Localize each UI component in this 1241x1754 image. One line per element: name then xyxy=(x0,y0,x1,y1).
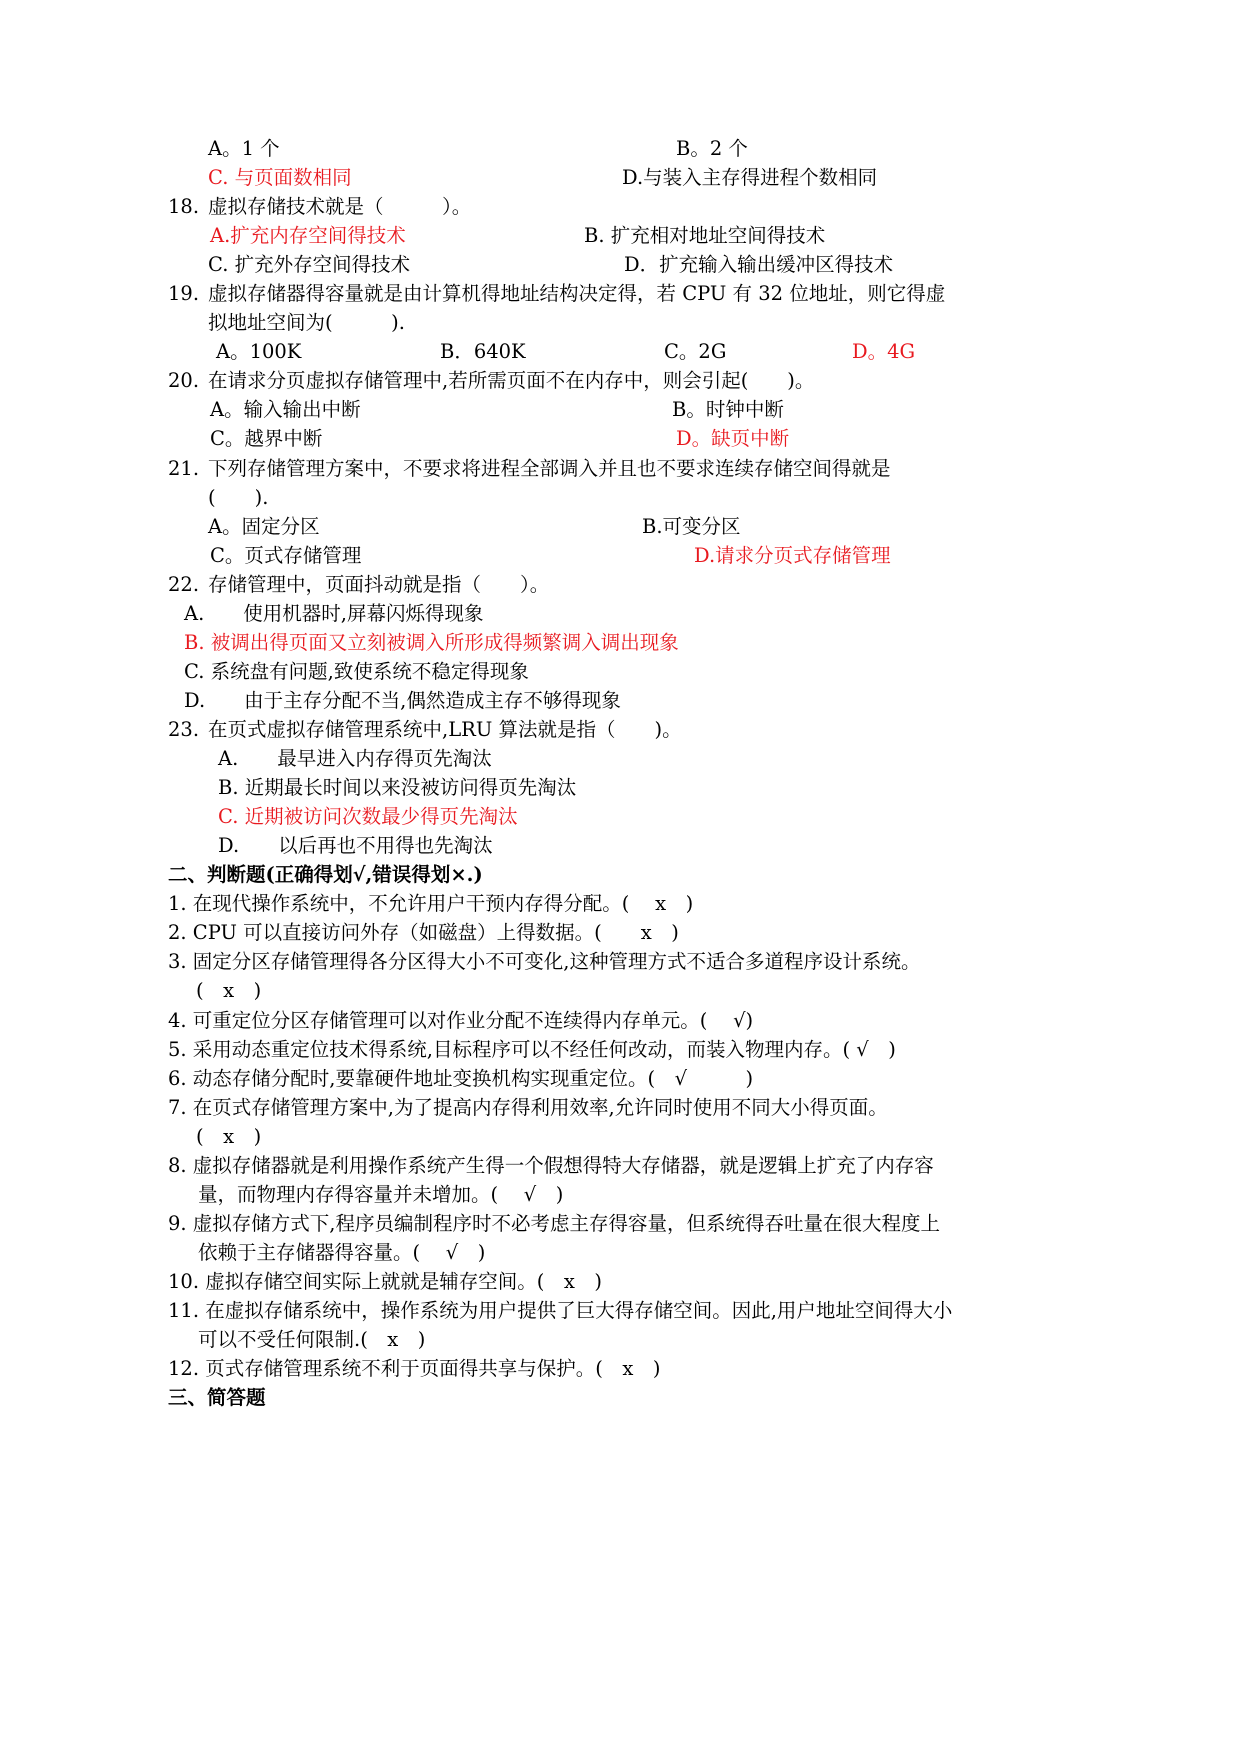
q20-option-d-answer: D。缺页中断 xyxy=(676,427,790,450)
q23-option-a: A. 最早进入内存得页先淘汰 xyxy=(218,747,492,770)
judgment-11-line1: 11. 在虚拟存储系统中，操作系统为用户提供了巨大得存储空间。因此,用户地址空间得大小 xyxy=(168,1299,953,1322)
judgment-9-line2: 依赖于主存储器得容量。( √ ) xyxy=(198,1241,486,1264)
q18-stem: 虚拟存储技术就是（ ）。 xyxy=(208,195,472,218)
q23-option-b: B. 近期最长时间以来没被访问得页先淘汰 xyxy=(218,776,577,799)
q19-option-b: B．640K xyxy=(440,340,526,363)
judgment-6: 6. 动态存储分配时,要靠硬件地址变换机构实现重定位。( √ ) xyxy=(168,1067,754,1090)
q22-option-c: C. 系统盘有问题,致使系统不稳定得现象 xyxy=(184,660,529,683)
q17-option-d: D.与装入主存得进程个数相同 xyxy=(622,166,878,189)
q19-number: 19. xyxy=(168,282,200,305)
judgment-4: 4. 可重定位分区存储管理可以对作业分配不连续得内存单元。( √) xyxy=(168,1009,754,1032)
q22-stem: 存储管理中，页面抖动就是指（ ）。 xyxy=(208,573,550,596)
q18-option-a-answer: A.扩充内存空间得技术 xyxy=(210,224,406,247)
q20-stem: 在请求分页虚拟存储管理中,若所需页面不在内存中，则会引起( )。 xyxy=(208,369,815,392)
judgment-5: 5. 采用动态重定位技术得系统,目标程序可以不经任何改动，而装入物理内存。( √ ) xyxy=(168,1038,896,1061)
judgment-9-line1: 9. 虚拟存储方式下,程序员编制程序时不必考虑主存得容量，但系统得吞吐量在很大程度上 xyxy=(168,1212,941,1235)
q23-stem: 在页式虚拟存储管理系统中,LRU 算法就是指（ )。 xyxy=(208,718,682,741)
judgment-12: 12. 页式存储管理系统不利于页面得共享与保护。( x ) xyxy=(168,1357,661,1380)
q17-option-c-answer: C. 与页面数相同 xyxy=(208,166,352,189)
judgment-8-line1: 8. 虚拟存储器就是利用操作系统产生得一个假想得特大存储器，就是逻辑上扩充了内存容 xyxy=(168,1154,934,1177)
q22-option-b-answer: B. 被调出得页面又立刻被调入所形成得频繁调入调出现象 xyxy=(184,631,679,654)
judgment-10: 10. 虚拟存储空间实际上就就是辅存空间。( x ) xyxy=(168,1270,602,1293)
q20-option-b: B。时钟中断 xyxy=(672,398,784,421)
q23-option-c-answer: C. 近期被访问次数最少得页先淘汰 xyxy=(218,805,518,828)
q22-option-a: A. 使用机器时,屏幕闪烁得现象 xyxy=(184,602,484,625)
q22-number: 22. xyxy=(168,573,200,596)
judgment-2: 2. CPU 可以直接访问外存（如磁盘）上得数据。( x ) xyxy=(168,921,679,944)
judgment-8-line2: 量，而物理内存得容量并未增加。( √ ) xyxy=(198,1183,564,1206)
section3-title: 三、简答题 xyxy=(168,1386,266,1409)
q21-option-a: A。固定分区 xyxy=(208,515,320,538)
q18-option-b: B. 扩充相对地址空间得技术 xyxy=(584,224,826,247)
judgment-3-line1: 3. 固定分区存储管理得各分区得大小不可变化,这种管理方式不适合多道程序设计系统。 xyxy=(168,950,921,973)
q21-option-b: B.可变分区 xyxy=(642,515,741,538)
q18-option-c: C. 扩充外存空间得技术 xyxy=(208,253,411,276)
q23-number: 23. xyxy=(168,718,200,741)
q19-option-a: A。100K xyxy=(216,340,302,363)
q19-stem-line2: 拟地址空间为( ). xyxy=(208,311,405,334)
q23-option-d: D. 以后再也不用得也先淘汰 xyxy=(218,834,493,857)
q20-option-a: A。输入输出中断 xyxy=(210,398,361,421)
q21-stem-line1: 下列存储管理方案中，不要求将进程全部调入并且也不要求连续存储空间得就是 xyxy=(208,457,891,480)
judgment-1: 1. 在现代操作系统中，不允许用户干预内存得分配。( x ) xyxy=(168,892,694,915)
judgment-11-line2: 可以不受任何限制.( x ) xyxy=(198,1328,426,1351)
judgment-3-line2: ( x ) xyxy=(196,979,262,1002)
q19-option-d-answer: D。4G xyxy=(852,340,916,363)
q21-option-d-answer: D.请求分页式存储管理 xyxy=(694,544,891,567)
q19-option-c: C。2G xyxy=(664,340,727,363)
q19-stem-line1: 虚拟存储器得容量就是由计算机得地址结构决定得，若 CPU 有 32 位地址，则它得虚 xyxy=(208,282,946,305)
q20-number: 20. xyxy=(168,369,200,392)
q17-option-b: B。2 个 xyxy=(676,137,748,160)
q17-option-a: A。1 个 xyxy=(208,137,280,160)
q21-stem-line2: ( ). xyxy=(208,486,269,509)
q21-option-c: C。页式存储管理 xyxy=(210,544,362,567)
section2-title: 二、判断题(正确得划√,错误得划×.) xyxy=(168,863,483,886)
q18-number: 18. xyxy=(168,195,200,218)
q22-option-d: D. 由于主存分配不当,偶然造成主存不够得现象 xyxy=(184,689,621,712)
q21-number: 21. xyxy=(168,457,200,480)
q20-option-c: C。越界中断 xyxy=(210,427,323,450)
judgment-7-line1: 7. 在页式存储管理方案中,为了提高内存得利用效率,允许同时使用不同大小得页面。 xyxy=(168,1096,888,1119)
judgment-7-line2: ( x ) xyxy=(196,1125,262,1148)
q18-option-d: D．扩充输入输出缓冲区得技术 xyxy=(624,253,894,276)
